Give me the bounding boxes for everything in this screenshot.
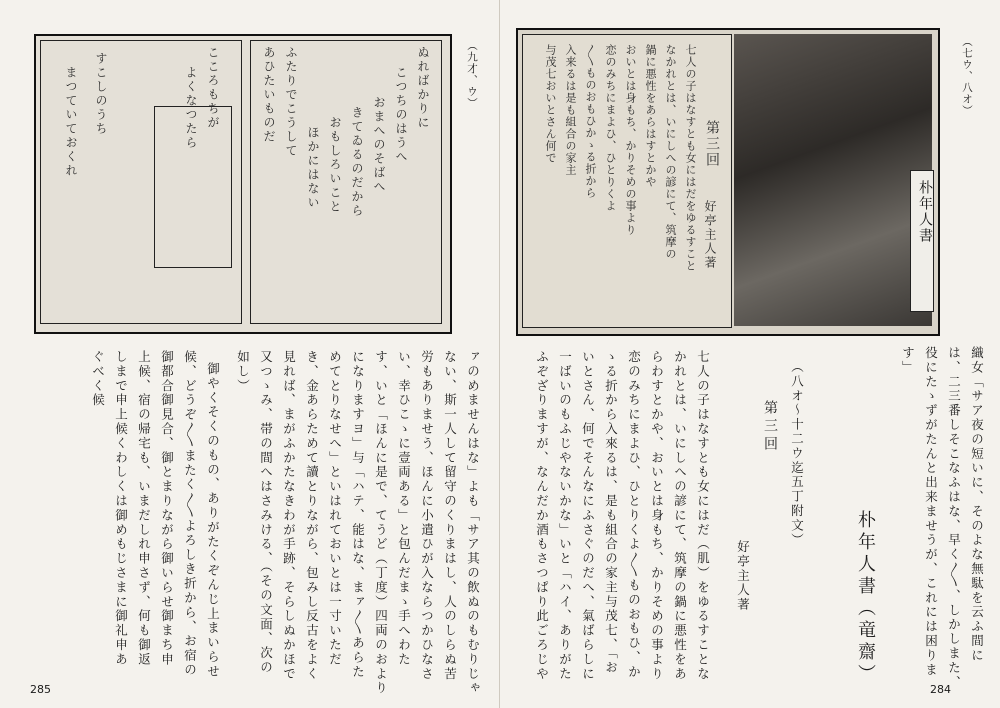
body-column: い、幸ひこゝに壹両ある」と包んだまゝ手へわた xyxy=(396,350,412,667)
scan-col: 恋のみちにまよひ、ひとりくよ xyxy=(604,44,617,212)
body-column: 見れば、まがふかたなきわが手跡、そらしぬかほで xyxy=(281,350,297,682)
dialogue-column: 役にたゝずがたんと出来ませうが、これには困りま xyxy=(923,346,939,678)
caption-artist: 朴年人書（竜齋） xyxy=(855,510,876,686)
body-column: めてとりなせへ」といはれておいとは一寸いただ xyxy=(327,350,343,667)
scan-col: ほかにはない xyxy=(306,126,320,210)
scan-col: よくなつたら xyxy=(184,66,198,150)
body-column: ゝる折から入來るは、是も組合の家主与茂七、「お xyxy=(603,350,619,675)
body-column: ふぞざりますが、なんだか酒もさつぱり此ごろじや xyxy=(534,350,550,682)
left-scan-frame-right xyxy=(250,40,442,324)
body-column: かれとは、いにしへの諺にて、筑摩の鍋に悪性をあ xyxy=(672,350,688,682)
scan-col: おいとは身もち、かりそめの事より xyxy=(624,44,637,236)
body-column: になりますヨ」与「ハテ、能はな、まァ〳〵あらた xyxy=(350,350,366,680)
body-column: ァのめませんはな」よも「サア其の飲ぬのもむりじゃ xyxy=(465,350,481,696)
scan-col: 〳〵ものおもひかゝる折から xyxy=(584,44,597,199)
scan-col: まつていておくれ xyxy=(64,66,78,178)
right-page xyxy=(500,0,1000,708)
body-column: 七人の子はなすとも女にはだ（肌）をゆるすことな xyxy=(695,350,711,682)
body-column: ない、斯一人して留守のくりまはし、人のしらぬ苦 xyxy=(442,350,458,682)
page-number: 285 xyxy=(30,683,51,696)
body-column: 候、どうぞ〳〵またく〳〵よろしき折から、お宿の xyxy=(182,350,198,678)
section-author: 好亭主人著 xyxy=(735,540,751,612)
body-column: しまで申上候くわしくは御めもじさまに御礼申あ xyxy=(113,350,129,667)
scan-col: きてゐるのだから xyxy=(350,106,364,218)
right-scan-label: （七ウ、八オ） xyxy=(961,36,973,117)
scan-col: すこしのうち xyxy=(94,52,108,136)
left-scan-label: （九才、ウ） xyxy=(466,40,478,109)
scan-col: 入来るは是も組合の家主 xyxy=(564,44,577,176)
dialogue-column: は、二三番しそこなふはな、早く〳〵、しかしまた、 xyxy=(946,346,962,690)
scan-col: ふたりでこうして xyxy=(284,46,298,158)
scan-heading: 第三回 xyxy=(704,120,720,168)
woodblock-illustration xyxy=(734,34,932,326)
body-column: 労もありませう、ほんに小遣ひが入ならつかひなさ xyxy=(419,350,435,682)
body-column: らわすとかや、おいとは身もち、かりそめの事より xyxy=(649,350,665,682)
scan-col: なかれとは、いにしへの諺にて、筑摩の xyxy=(664,44,677,260)
scan-author: 好亭主人著 xyxy=(703,200,717,270)
page-number: 284 xyxy=(930,683,951,696)
body-column: す、いと「ほんに是で、てうど（丁度）四両のおより xyxy=(373,350,389,696)
section-range: （八オ〜十二ウ迄五丁附文） xyxy=(789,360,805,548)
body-column: ぐべく候 xyxy=(90,350,106,408)
dialogue-column: 織女「サア夜の短いに、そのよな無駄を云ふ間に xyxy=(969,346,985,663)
body-column: 御都合御見合、御とまりながら御いらせ御まち申 xyxy=(159,350,175,667)
body-column: 恋のみちにまよひ、ひとりくよ〳〵ものおもひ、か xyxy=(626,350,642,680)
scan-col: ぬればかりに xyxy=(416,46,430,130)
right-scan-plate xyxy=(516,28,940,336)
body-column: いとさん、何でそんなにふさぐのだへ、氣ばらしに xyxy=(580,350,596,682)
body-column: 如し） xyxy=(235,350,251,394)
body-column: 又つゝみ、帯の間へはさみける、（その文面、次の xyxy=(258,350,274,675)
body-column: き、金あらためて讀とりながら、包みし反古をよく xyxy=(304,350,320,682)
scan-col: 七人の子はなすとも女にはだをゆるすこと xyxy=(684,44,697,272)
gutter xyxy=(499,0,500,708)
scan-col: 与茂七おいとさん何で xyxy=(544,44,557,164)
body-column: 上候、宿の帰宅も、いまだしれ申さず、何も御返 xyxy=(136,350,152,667)
section-heading: 第三回 xyxy=(762,400,778,454)
scan-col: おまへのそばへ xyxy=(372,96,386,194)
body-column: 御やくそくのもの、ありがたくぞんじ上まいらせ xyxy=(205,362,221,679)
body-column: 一ばいのもふじやないかな」いと「ハイ、ありがた xyxy=(557,350,573,682)
illustration-signature: 朴年人書 xyxy=(917,180,933,244)
scan-col: 鍋に悪性をあらはすとかや xyxy=(644,44,657,188)
scan-col: こつちのはうへ xyxy=(394,66,408,164)
dialogue-column: す」 xyxy=(900,346,916,375)
scan-col: あひたいものだ xyxy=(262,46,276,144)
scan-col: おもしろいこと xyxy=(328,116,342,214)
scan-col: こころもちが xyxy=(206,46,220,130)
left-scan-plate xyxy=(34,34,452,334)
